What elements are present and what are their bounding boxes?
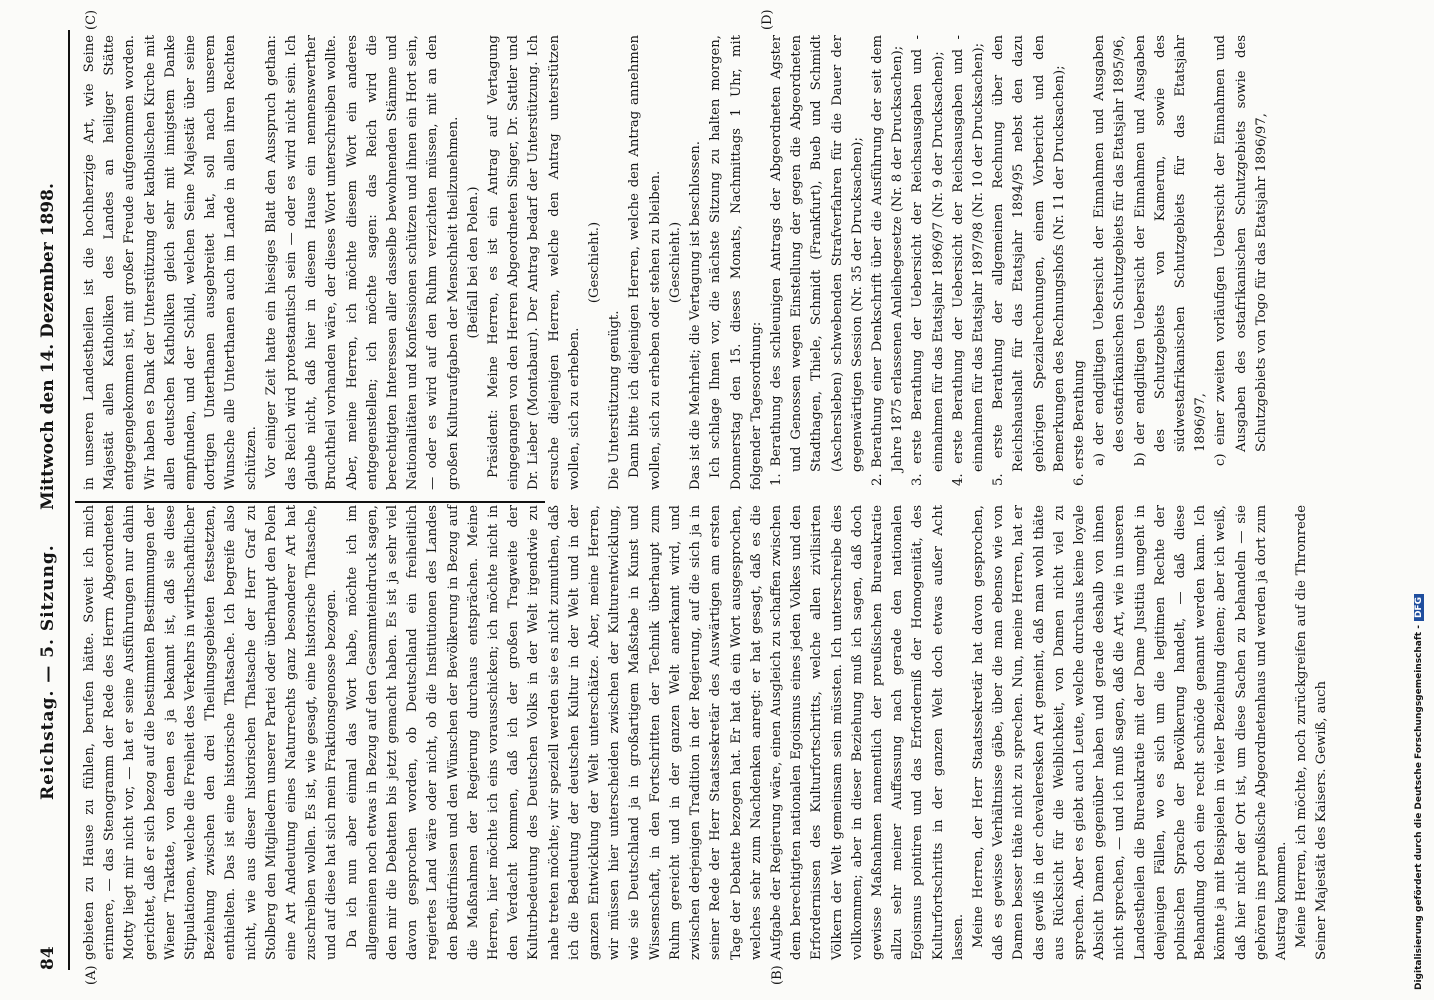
page-header [28, 30, 70, 970]
dfg-logo: DFG [1414, 594, 1424, 621]
paragraph: in unseren Landestheilen ist die hochherzige Art, wie Seine Majestät allen Katholiken des Landes an heiliger Stätte entgegengekommen ist, mit großer Freude aufgenommen worden. Wir haben es Dank der Unterstützung der katholischen Kirche mit allen deutschen Katholiken gleich sehr mit innigstem Danke empfunden, und der Schild, welchen Seine Majestät über seine dortigen Unterthanen ausgebreitet hat, soll nach unserem Wunsche alle Unterthanen auch im Lande in allen ihren Rechten schützen. [82, 35, 259, 490]
paragraph: gebieten zu Hause zu fühlen, berufen hätte. Soweit ich mich erinnere, — das Stenogramm der Rede des Herrn Abgeordneten Motty liegt mir nicht vor, — hat er seine Ausführungen nur dahin gerichtet, daß er sich bezog auf die bestimmten Bestimmungen der Wiener Traktate, von denen es ja bekannt ist, daß sie diese Stipulationen, welche die Freiheit des Verkehrs in wirthschaftlicher Beziehung zwischen den drei Theilungsgebieten festsetzten, enthielten. Das ist eine historische Thatsache. Ich begreife also nicht, wie aus dieser historischen Thatsache der Herr Graf zu Stolberg den Mitgliedern unserer Partei oder überhaupt den Polen eine Art Andeutung eines Naturrechts ganz besonderer Art hat zuschreiben wollen. Es ist, wie gesagt, eine historische Thatsache, und auf diese hat sich mein Fraktionsgenosse bezogen. [82, 505, 340, 960]
column-right [80, 35, 1272, 490]
paragraph: Meine Herren, der Herr Staatssekretär hat davon gesprochen, daß es gewisse Verhältnisse gäbe, über die man ebenso wie von Damen besser thäte nicht zu sprechen. Nun, meine Herren, hat er das gewiß in der chevaleresken Art gemeint, daß man wohl thäte aus Rücksicht für die Weiblichkeit, von Damen nicht viel zu sprechen. Aber es giebt auch Leute, welche durchaus keine loyale Absicht Damen gegenüber haben und gerade deshalb von ihnen nicht sprechen, — und ich muß sagen, daß die Art, wie in unseren Landestheilen die Bureaukratie mit der Dame Justitia umgeht in denjenigen Fällen, wo es sich um die legitimen Rechte der polnischen Sprache der Bevölkerung handelt, — daß diese Behandlung doch eine recht schnöde genannt werden kann. Ich könnte ja mit Beispielen in vieler Beziehung dienen; aber ich weiß, daß hier nicht der Ort ist, um diese Sachen zu behandeln — sie gehören ins preußische Abgeordnetenhaus und werden ja dort zum Austrag kommen. [970, 505, 1289, 960]
paragraph: Meine Herren, ich möchte, noch zurückgreifen auf die Thronrede Seiner Majestät des Kaisers. Gewiß, auch [1294, 505, 1330, 960]
agenda-subitem: a) der endgiltigen Uebersicht der Einnahmen und Ausgaben des ostafrikanischen Schutzgebiets für das Etatsjahr 1895/96, [1092, 35, 1128, 466]
agenda-item: 2. Berathung einer Denkschrift über die Ausführung der seit dem Jahre 1875 erlassenen Anleihegesetze (Nr. 8 der Drucksachen); [869, 35, 906, 486]
margin-marker-c: (C) [84, 9, 99, 30]
stage-note: (Geschieht.) [667, 221, 683, 304]
paragraph: Die Unterstützung genügt. [607, 310, 623, 490]
agenda-subitem: b) der endgiltigen Uebersicht der Einnahmen und Ausgaben des Schutzgebiets von Kamerun, sowie des südwestafrikanischen Schutzgebiets für das Etatsjahr 1896/97, [1132, 35, 1209, 466]
header-date: Mittwoch den 14. Dezember 1898. [38, 183, 58, 510]
column-left [80, 505, 1333, 960]
page-number: 84 [38, 946, 58, 970]
margin-marker-d: (D) [760, 9, 775, 30]
header-session: Reichstag. — 5. Sitzung. [38, 544, 58, 800]
agenda-item: 6. erste Berathung [1071, 360, 1087, 486]
paragraph: Ich schlage Ihnen vor, die nächste Sitzung zu halten morgen, Donnerstag den 15. dieses Monats, Nachmittags 1 Uhr, mit folgender Tagesordnung: [708, 35, 764, 490]
stage-note: (Geschieht.) [587, 221, 603, 304]
margin-marker-b: (B) [770, 965, 785, 985]
agenda-item: 5. erste Berathung der allgemeinen Rechnung über den Reichshaushalt für das Etatsjahr 1894/95 nebst den dazu gehörigen Spezialrechnungen, einem Vorbericht und den Bemerkungen des Rechnungshofs (Nr. 11 der Drucksachen); [991, 35, 1067, 486]
margin-marker-a: (A) [84, 965, 99, 985]
paragraph: Da ich nun aber einmal das Wort habe, möchte ich im allgemeinen noch etwas in Bezug auf den Gesammteindruck sagen, den mir die Debatten bis jetzt gemacht haben. Es ist ja sehr viel davon gesprochen worden, ob Deutschland ein freiheitlich regiertes Land wäre oder nicht, ob die Institutionen des Landes den Bedürfnissen und den Wünschen der Bevölkerung in Bezug auf die Maßnahmen der Regierung durchaus entsprächen. Meine Herren, hier möchte ich eins vorausschicken; ich möchte nicht in den Verdacht kommen, daß ich der großen Tragweite der Kulturbedeutung des Deutschen Volks in der Welt irgendwie zu nahe treten möchte; wir speziell werden sie es nicht zumuthen, daß ich die Bedeutung der deutschen Kultur in der Welt und in der ganzen Entwicklung der Welt unterschätze. Aber, meine Herren, wir müssen hier unterscheiden zwischen der Kulturentwicklung, wie sie Deutschland ja in großartigem Maßstabe in Kunst und Wissenschaft, in den Fortschritten der Technik überhaupt zum Ruhm gereicht und in der ganzen Welt anerkannt wird, und zwischen derjenigen Tradition in der Regierung, auf die sich ja in seiner Rede der Herr Staatssekretär des Auswärtigen am ersten Tage der Debatte bezogen hat. Er hat da ein Wort ausgesprochen, welches sehr zum Nachdenken anregt: er hat gesagt, daß es die Aufgabe der Regierung wäre, einen Ausgleich zu schaffen zwischen dem berechtigten nationalen Egoismus eines jeden Volkes und den Erfordernissen des Kulturfortschritts, welche allen zivilisirten Völkern der Welt gemeinsam sein müssten. Ich unterschreibe dies vollkommen; aber in dieser Beziehung muß ich sagen, daß doch gewisse Maßnahmen namentlich der preußischen Bureaukratie allzu sehr meiner Auffassung nach gerade den nationalen Egoismus pointiren und das Erforderniß der Homogenität, des Kulturfortschritts in der ganzen Welt doch etwas außer Acht lassen. [344, 505, 966, 960]
digitization-credit [1414, 10, 1434, 990]
agenda-item: 3. erste Berathung der Uebersicht der Reichsausgaben und -einnahmen für das Etatsjahr 1896/97 (Nr. 9 der Drucksachen); [910, 35, 946, 486]
paragraph: Dann bitte ich diejenigen Herren, welche den Antrag annehmen wollen, sich zu erheben oder stehen zu bleiben. [627, 35, 663, 490]
agenda-item: 4. erste Berathung der Uebersicht der Reichsausgaben und -einnahmen für das Etatsjahr 1897/98 (Nr. 10 der Drucksachen); [950, 35, 986, 486]
applause-note: (Beifall bei den Polen.) [465, 186, 481, 339]
president-statement: Präsident: Meine Herren, es ist ein Antrag auf Vertagung eingegangen von den Herren Abgeordneten Singer, Dr. Sattler und Dr. Lieber (Montabaur). Der Antrag bedarf der Unterstützung. Ich ersuche diejenigen Herren, welche den Antrag unterstützen wollen, sich zu erheben. [486, 35, 582, 490]
agenda-subitem: c) einer zweiten vorläufigen Uebersicht der Einnahmen und Ausgaben des ostafrikanischen Schutzgebiets sowie des Schutzgebiets von Togo für das Etatsjahr 1896/97, [1213, 35, 1269, 466]
credit-text: Digitalisierung gefördert durch die Deutsche Forschungsgemeinschaft - [1414, 625, 1424, 990]
column-divider [75, 501, 545, 503]
agenda-item: 1. Berathung des schleunigen Antrags der Abgeordneten Agster und Genossen wegen Einstellung der gegen die Abgeordneten Stadthagen, Thiele, Schmidt (Frankfurt), Bueb und Schmidt (Aschersleben) schwebenden Strafverfahren für die Dauer der gegenwärtigen Session (Nr. 35 der Drucksachen); [768, 35, 865, 486]
paragraph: Das ist die Mehrheit; die Vertagung ist beschlossen. [688, 141, 704, 490]
paragraph: Vor einiger Zeit hatte ein hiesiges Blatt den Ausspruch gethan: das Reich wird protestantisch sein — oder es wird nicht sein. Ich glaube nicht, daß hier in diesem Hause ein nennenswerther Bruchtheil vorhanden wäre, der dieses Wort unterschreiben wollte. Aber, meine Herren, ich möchte diesem Wort ein anderes entgegenstellen; ich möchte sagen: das Reich wird die berechtigten Interessen aller dasselbe bewohnenden Stämme und Nationalitäten und Konfessionen schützen und ihnen ein Hort sein, — oder es wird auf den Ruhm verzichten müssen, mit an den großen Kulturaufgaben der Menschheit theilzunehmen. [263, 35, 461, 490]
